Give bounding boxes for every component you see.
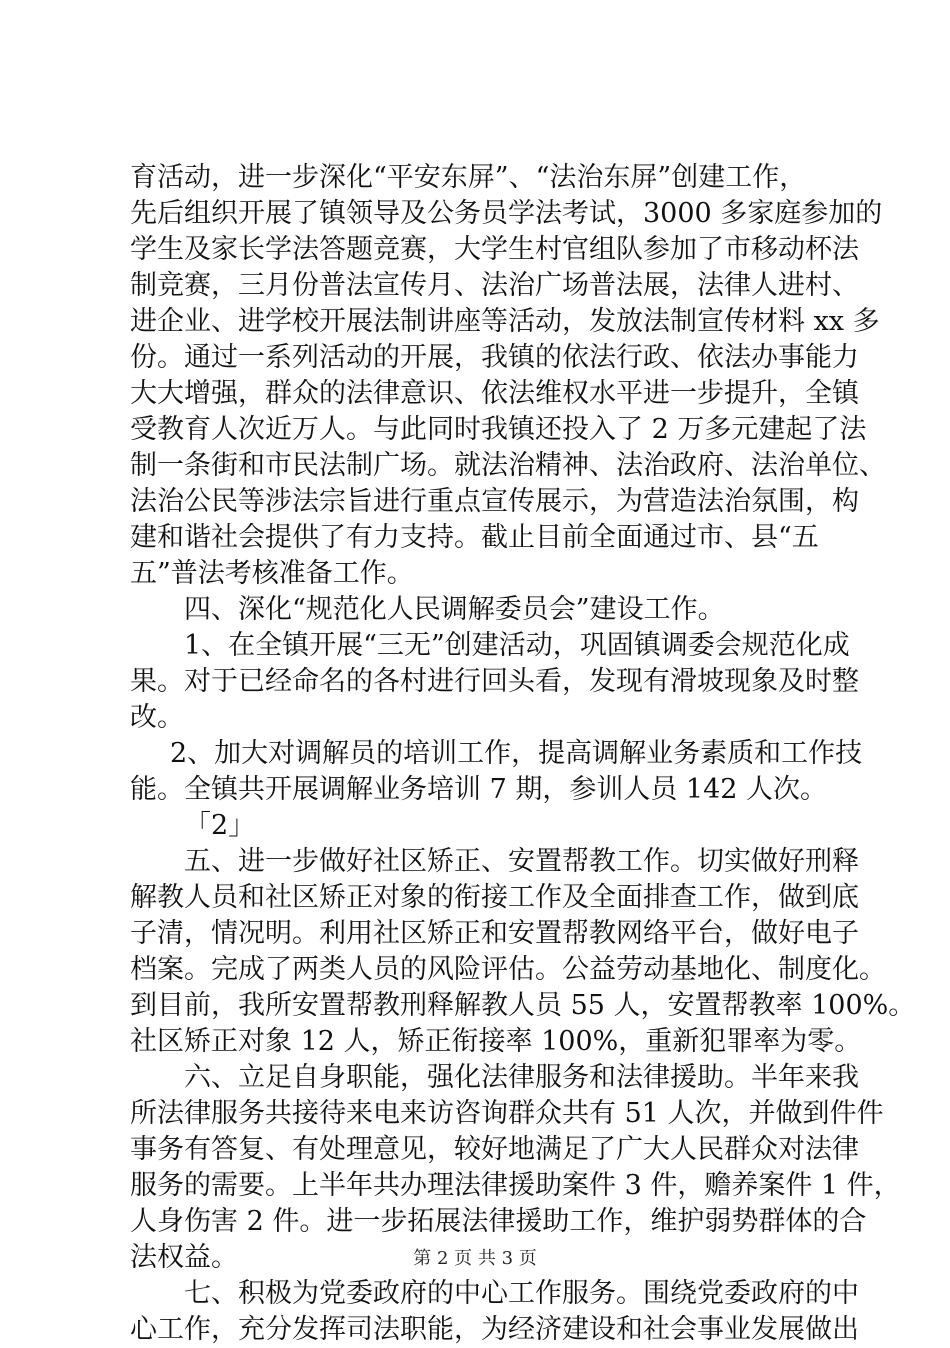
- text-line: 改。: [130, 702, 184, 733]
- text-line: 到目前，我所安置帮教刑释解教人员 55 人，安置帮教率 100%。: [130, 990, 916, 1021]
- text-line: 法治公民等涉法宗旨进行重点宣传展示，为营造法治氛围，构: [130, 486, 859, 517]
- text-line: 先后组织开展了镇领导及公务员学法考试，3000 多家庭参加的: [130, 198, 883, 229]
- page-footer: [0, 1247, 950, 1271]
- text-line: 学生及家长学法答题竞赛，大学生村官组队参加了市移动杯法: [130, 234, 859, 265]
- text-line: 所法律服务共接待来电来访咨询群众共有 51 人次，并做到件件: [130, 1098, 884, 1129]
- text-line: 份。通过一系列活动的开展，我镇的依法行政、依法办事能力: [130, 342, 859, 373]
- text-line: 解教人员和社区矫正对象的衔接工作及全面排查工作，做到底: [130, 882, 859, 913]
- text-line: 2、加大对调解员的培训工作，提高调解业务素质和工作技: [170, 738, 863, 769]
- text-line: 人身伤害 2 件。进一步拓展法律援助工作，维护弱势群体的合: [130, 1206, 867, 1237]
- text-line: 社区矫正对象 12 人，矫正衔接率 100%，重新犯罪率为零。: [130, 1026, 862, 1057]
- text-line: 「2」: [184, 810, 256, 841]
- text-line: 1、在全镇开展“三无”创建活动，巩固镇调委会规范化成: [184, 630, 850, 661]
- text-line: 制竞赛，三月份普法宣传月、法治广场普法展，法律人进村、: [130, 270, 859, 301]
- page-number-label: 第 2 页 共 3 页: [413, 1248, 537, 1269]
- text-line: 五、进一步做好社区矫正、安置帮教工作。切实做好刑释: [184, 846, 859, 877]
- text-line: 子清，情况明。利用社区矫正和安置帮教网络平台，做好电子: [130, 918, 859, 949]
- text-line: 法权益。: [130, 1242, 238, 1273]
- text-line: 大大增强，群众的法律意识、依法维权水平进一步提升，全镇: [130, 378, 859, 409]
- text-line: 五”普法考核准备工作。: [130, 558, 414, 589]
- text-line: 果。对于已经命名的各村进行回头看，发现有滑坡现象及时整: [130, 666, 859, 697]
- document-body: [130, 160, 916, 1348]
- text-line: 建和谐社会提供了有力支持。截止目前全面通过市、县“五: [130, 522, 819, 553]
- text-line: 四、深化“规范化人民调解委员会”建设工作。: [184, 594, 725, 625]
- text-line: 育活动，进一步深化“平安东屏”、“法治东屏”创建工作，: [130, 162, 807, 193]
- text-line: 服务的需要。上半年共办理法律援助案件 3 件，赡养案件 1 件，: [130, 1170, 901, 1201]
- text-line: 心工作，充分发挥司法职能，为经济建设和社会事业发展做出: [130, 1314, 859, 1345]
- text-line: 六、立足自身职能，强化法律服务和法律援助。半年来我: [184, 1062, 859, 1093]
- text-line: 档案。完成了两类人员的风险评估。公益劳动基地化、制度化。: [130, 954, 886, 985]
- text-line: 受教育人次近万人。与此同时我镇还投入了 2 万多元建起了法: [130, 414, 867, 445]
- text-line: 进企业、进学校开展法制讲座等活动，发放法制宣传材料 xx 多: [130, 306, 880, 337]
- text-line: 事务有答复、有处理意见，较好地满足了广大人民群众对法律: [130, 1134, 859, 1165]
- text-line: 能。全镇共开展调解业务培训 7 期，参训人员 142 人次。: [130, 774, 828, 805]
- text-line: 七、积极为党委政府的中心工作服务。围绕党委政府的中: [184, 1278, 859, 1309]
- text-line: 制一条街和市民法制广场。就法治精神、法治政府、法治单位、: [130, 450, 886, 481]
